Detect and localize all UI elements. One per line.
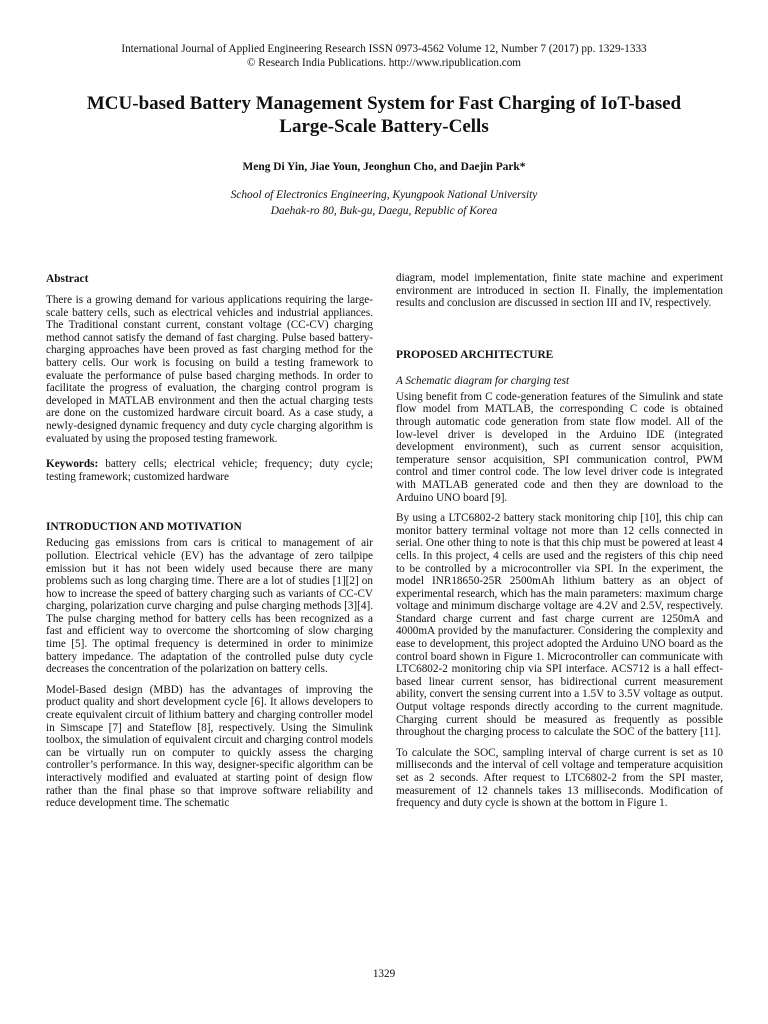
affiliation [40, 187, 728, 219]
title-line-2: Large-Scale Battery-Cells [279, 116, 489, 137]
journal-header [40, 42, 728, 70]
paper-title [40, 92, 728, 138]
author-list: Meng Di Yin, Jiae Youn, Jeonghun Cho, and Daejin Park* [242, 161, 526, 173]
affiliation-line-1: School of Electronics Engineering, Kyungpook National University [230, 189, 538, 201]
right-column [396, 272, 723, 810]
keywords-label: Keywords: [46, 458, 99, 471]
architecture-paragraph-2: By using a LTC6802-2 battery stack monitoring chip [10], this chip can monitor battery terminal voltage not more than 12 cells connected in serial. One other thing to note is that this chip must be powered at least 4 cells. In this project, 4 cells are used and the registers of this chip need to be controlled by a microcontroller via SPI. In the experiment, the model INR18650-25R 2500mAh lithium battery as an object of experimental research, which has the main parameters: maximum charge voltage and minimum discharge voltage are 4.2V and 2.5V, respectively. Standard charge current and fast charge current are 1250mA and 4000mA provided by the manufacturer. Considering the complexity and ease to development, this project adopted the Arduino UNO board as the control board shown in Figure 1. Microcontroller can communicate with LTC6802-2 monitoring chip via SPI interface. ACS712 is a hall effect-based linear current sensor, has bidirectional current measurement ability, convert the sensing current into a 1.5V to 3.5V voltage as output. Output voltage responds directly according to the current magnitude. Charging current should be measured as frequently as possible throughout the charging process to calculate the SOC of the battery [11]. [396, 512, 723, 739]
page-number: 1329 [372, 968, 396, 980]
keywords-text: battery cells; electrical vehicle; frequency; duty cycle; testing framework; customized hardware [46, 458, 373, 483]
architecture-paragraph-1: Using benefit from C code-generation features of the Simulink and state flow model from MATLAB, the corresponding C code is obtained through automatic code generation from state flow model. All of the low-level driver is developed in the Arduino IDE (integrated development environment), such as current sensor acquisition, temperature sensor acquisition, SPI communication control, PWM control and timer control code. The low level driver code is integrated with MATLAB generated code and then they are download to the Arduino UNO board [9]. [396, 390, 723, 504]
left-column [46, 272, 373, 810]
title-line-1: MCU-based Battery Management System for Fast Charging of IoT-based [86, 93, 682, 114]
publisher-line: © Research India Publications. http://www.ripublication.com [246, 57, 522, 69]
abstract-heading: Abstract [46, 273, 89, 285]
intro-paragraph-1: Reducing gas emissions from cars is critical to management of air pollution. Electrical vehicle (EV) has the advantage of zero tailpipe emission but it has not been widely used because there are many problems such as long charging time. There are a lot of studies [1][2] on how to increase the speed of battery charging such as variants of CC-CV charging, polarization curve charging and pulse charging methods [3][4]. The pulse charging method for battery cells has been recognized as a fast and efficient way to overcome the shortcoming of slow charging time [5]. The optimal frequency is determined in order to minimize battery impedance. The adaptation of the controlled pulse duty cycle decreases the concentration of the polarization on battery cells. [46, 537, 373, 676]
schematic-subheading: A Schematic diagram for charging test [396, 374, 570, 387]
architecture-paragraph-3: To calculate the SOC, sampling interval of charge current is set as 10 milliseconds and the interval of cell voltage and temperature acquisition set as 2 seconds. After request to LTC6802-2 from the SPI master, measurement of 12 channels takes 13 milliseconds. Modification of frequency and duty cycle is shown at the bottom in Figure 1. [396, 746, 723, 810]
architecture-heading: PROPOSED ARCHITECTURE [396, 348, 554, 361]
journal-info-line: International Journal of Applied Engineering Research ISSN 0973-4562 Volume 12, Number 7 (2017) pp. 1329-1333 [121, 43, 647, 55]
intro-paragraph-3: diagram, model implementation, finite state machine and experiment environment are introduced in section II. Finally, the implementation results and conclusion are discussed in section III and IV, respectively. [396, 272, 723, 310]
intro-heading: INTRODUCTION AND MOTIVATION [46, 521, 242, 534]
keywords [46, 458, 373, 483]
intro-paragraph-2: Model-Based design (MBD) has the advantages of improving the product quality and short development cycle [6]. It allows developers to create equivalent circuit of lithium battery and charging controller model in Simscape [7] and Stateflow [8], respectively. Using the Simulink toolbox, the simulation of equivalent circuit and charging control models can be virtually run on computer to quickly assess the charging controller’s performance. In this way, designer-specific algorithm can be interactively modified and evaluated at starting point of design flow rather than the final phase so that improve software reliability and reduce development time. The schematic [46, 683, 373, 810]
abstract-text: There is a growing demand for various applications requiring the large-scale battery cells, such as electrical vehicles and industrial appliances. The Traditional constant current, constant voltage (CC-CV) charging method cannot satisfy the demand of fast charging. Pulse based battery-charging approaches have been proved as fast charging method for the battery cells. Our work is focusing on build a testing framework to evaluate the performance of pulse based charging methods. In order to facilitate the progress of evaluation, the charging control program is developed in MATLAB environment and then the actual charging tests are done on the customized hardware circuit board. As a case study, a newly-designed dynamic frequency and duty cycle charging algorithm is evaluated by using the proposed testing framework. [46, 294, 373, 445]
affiliation-line-2: Daehak-ro 80, Buk-gu, Daegu, Republic of Korea [270, 205, 498, 217]
